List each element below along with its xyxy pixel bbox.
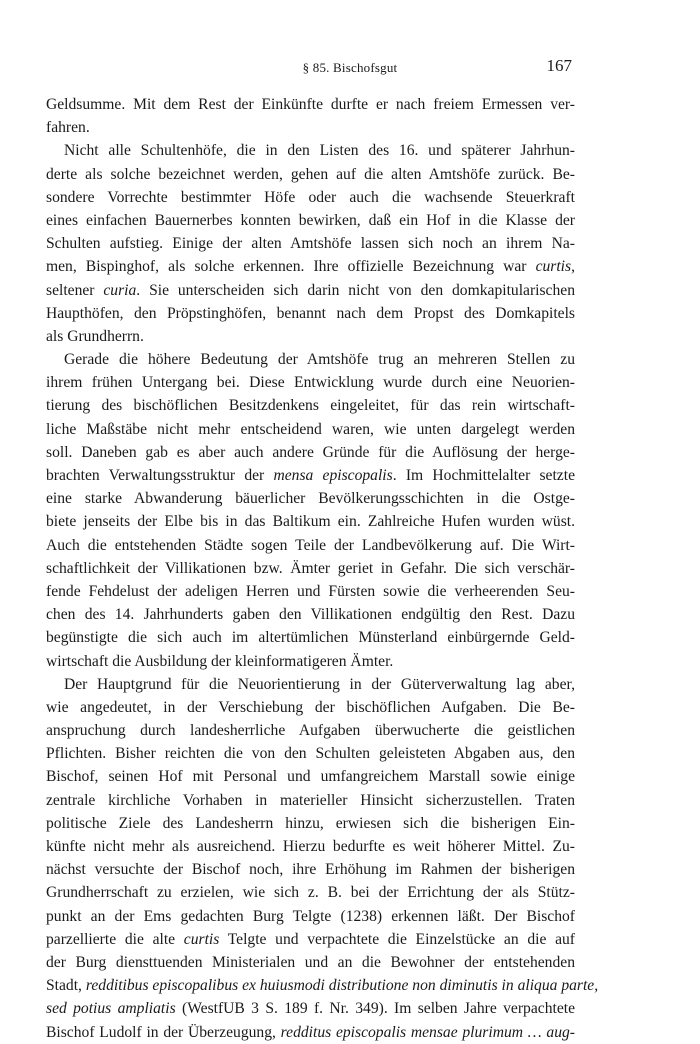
text-line <box>46 742 575 765</box>
running-title: § 85. Bischofsgut <box>302 60 398 75</box>
text-line <box>46 881 575 904</box>
text-line <box>46 835 575 858</box>
text-line <box>46 93 575 116</box>
text-segment: eine starke Abwanderung bäuerlicher Bevölkerungsschichten in die Ostge- <box>46 490 575 508</box>
text-line <box>46 464 575 487</box>
text-segment: soll. Daneben gab es aber auch andere Gründe für die Auflösung der herge- <box>46 443 575 461</box>
text-segment: chen des 14. Jahrhunderts gaben den Villikationen endgültig den Rest. Dazu <box>46 606 575 624</box>
body-text <box>46 93 599 1044</box>
italic-text: mensa episcopalis <box>273 467 393 484</box>
italic-text: curia <box>103 281 137 299</box>
text-line <box>46 650 575 673</box>
text-segment: Schulten aufstieg. Einige der alten Amtshöfe lassen sich noch an ihrem Na- <box>46 235 575 253</box>
page-number: 167 <box>546 56 572 75</box>
text-segment: ihrem frühen Untergang bei. Diese Entwicklung wurde durch eine Neuorien- <box>46 374 575 392</box>
text-line <box>46 418 575 441</box>
text-line <box>46 765 575 788</box>
text-line <box>46 603 575 626</box>
text-segment: politische Ziele des Landesherrn hinzu, erwiesen sich die bisherigen Ein- <box>46 814 575 832</box>
text-segment: Stadt, <box>46 977 86 995</box>
text-line <box>46 348 575 371</box>
text-segment: Bischof, seinen Hof mit Personal und umfangreichem Marstall sowie einige <box>46 768 575 786</box>
text-segment: anspruchung durch landesherrliche Aufgaben überwucherte die geistlichen <box>46 722 575 740</box>
text-segment: parzellierte die alte <box>46 930 184 948</box>
text-line <box>46 487 575 510</box>
text-segment: zentrale kirchliche Vorhaben in materieller Hinsicht sicherzustellen. Traten <box>46 791 575 809</box>
running-head <box>0 56 700 78</box>
text-line <box>46 534 575 557</box>
text-line <box>46 209 575 232</box>
text-segment: Geldsumme. Mit dem Rest der Einkünfte durfte er nach freiem Ermessen ver- <box>46 96 575 113</box>
text-line <box>46 626 575 649</box>
text-line <box>46 557 575 580</box>
text-line <box>46 163 575 186</box>
text-line <box>46 858 575 881</box>
italic-text: curtis <box>535 258 572 276</box>
text-segment: , <box>571 258 575 276</box>
text-segment: Grundherrschaft zu erzielen, wie sich z. B. bei der Errichtung der als Stütz- <box>46 884 575 902</box>
text-line <box>46 255 575 278</box>
text-segment: punkt an der Ems gedachten Burg Telgte (1238) erkennen läßt. Der Bischof <box>46 907 575 925</box>
text-segment: Der Hauptgrund für die Neuorientierung in der Güterverwaltung lag aber, <box>64 675 575 693</box>
text-segment: men, Bispinghof, als solche erkennen. Ihre offizielle Bezeichnung war <box>46 258 536 276</box>
text-line <box>46 139 575 162</box>
text-segment: künfte nicht mehr als ausreichend. Hierzu bedurfte es weit höherer Mittel. Zu- <box>46 838 575 855</box>
text-segment: biete jenseits der Elbe bis in das Baltikum ein. Zahlreiche Hufen wurden wüst. <box>46 513 575 531</box>
text-segment: Pflichten. Bisher reichten die von den Schulten geleisteten Abgaben aus, den <box>46 745 575 763</box>
italic-text: sed potius ampliatis <box>46 1000 176 1018</box>
text-line <box>46 673 575 696</box>
text-segment: Bischof Ludolf in der Überzeugung, <box>46 1023 281 1041</box>
italic-text: redditus episcopalis mensae plurimum … aug- <box>280 1023 575 1041</box>
text-line <box>46 441 575 464</box>
text-line <box>46 116 575 139</box>
text-segment: Auch die entstehenden Städte sogen Teile der Landbevölkerung auf. Die Wirt- <box>46 536 575 554</box>
text-line <box>46 719 575 742</box>
text-segment: Haupthöfen, den Pröpstinghöfen, benannt nach dem Propst des Domkapitels <box>46 304 575 322</box>
text-segment: seltener <box>46 281 104 299</box>
text-line <box>46 580 575 603</box>
text-line <box>46 928 575 951</box>
text-line <box>46 371 575 394</box>
text-segment: . Im Hochmittelalter setzte <box>392 467 575 484</box>
text-segment: Nicht alle Schultenhöfe, die in den Listen des 16. und späterer Jahrhun- <box>64 142 575 160</box>
italic-text: redditibus episcopalibus ex huiusmodi distributione non diminutis in aliqua parte, <box>85 977 599 995</box>
text-line <box>46 232 575 255</box>
italic-text: curtis <box>183 930 220 948</box>
text-segment: tierung des bischöflichen Besitzdenkens eingeleitet, für das rein wirtschaft- <box>46 397 575 415</box>
text-segment: derte als solche bezeichnet werden, gehen auf die alten Amtshöfe zurück. Be- <box>46 165 575 183</box>
text-segment: liche Maßstäbe nicht mehr entscheidend waren, wie unten dargelegt werden <box>46 420 575 438</box>
text-line <box>46 394 575 417</box>
text-segment: sondere Vorrechte bestimmter Höfe oder auch die wachsende Steuerkraft <box>46 188 575 206</box>
text-line <box>46 186 575 209</box>
text-segment: (WestfUB 3 S. 189 f. Nr. 349). Im selben Jahre verpachtete <box>175 1000 575 1018</box>
text-line <box>46 1021 575 1044</box>
text-segment: nächst versuchte der Bischof noch, ihre Erhöhung im Rahmen der bisherigen <box>46 861 575 879</box>
text-line <box>46 905 575 928</box>
text-segment: fende Fehdelust der adeligen Herren und Fürsten sowie die verheerenden Seu- <box>46 582 575 600</box>
text-segment: wirtschaft die Ausbildung der kleinformatigeren Ämter. <box>46 652 394 670</box>
text-segment: der Burg diensttuenden Ministerialen und an die Bewohner der entstehenden <box>46 953 575 971</box>
text-segment: begünstigte die sich auch im altertümlichen Münsterland einbürgernde Geld- <box>46 629 575 647</box>
text-segment: wie angedeutet, in der Verschiebung der bischöflichen Aufgaben. Die Be- <box>46 698 575 716</box>
text-line <box>46 951 575 974</box>
text-segment: fahren. <box>46 119 90 137</box>
text-segment: Telgte und verpachtete die Einzelstücke an die auf <box>219 930 575 948</box>
text-line <box>46 997 575 1020</box>
text-line <box>46 696 575 719</box>
text-line <box>46 325 575 348</box>
text-segment: schaftlichkeit der Villikationen bzw. Ämter geriet in Gefahr. Die sich verschär- <box>46 559 575 577</box>
text-line <box>46 789 575 812</box>
text-line <box>46 812 575 835</box>
text-segment: Gerade die höhere Bedeutung der Amtshöfe trug an mehreren Stellen zu <box>64 351 575 369</box>
text-line <box>46 974 599 997</box>
text-line <box>46 279 575 302</box>
text-segment: brachten Verwaltungsstruktur der <box>46 467 274 484</box>
text-segment: eines einfachen Bauernerbes konnten bewirken, daß ein Hof in die Klasse der <box>46 211 575 229</box>
text-line <box>46 302 575 325</box>
text-line <box>46 510 575 533</box>
text-segment: . Sie unterscheiden sich darin nicht von den domkapitularischen <box>136 281 575 299</box>
text-segment: als Grundherrn. <box>46 327 144 345</box>
